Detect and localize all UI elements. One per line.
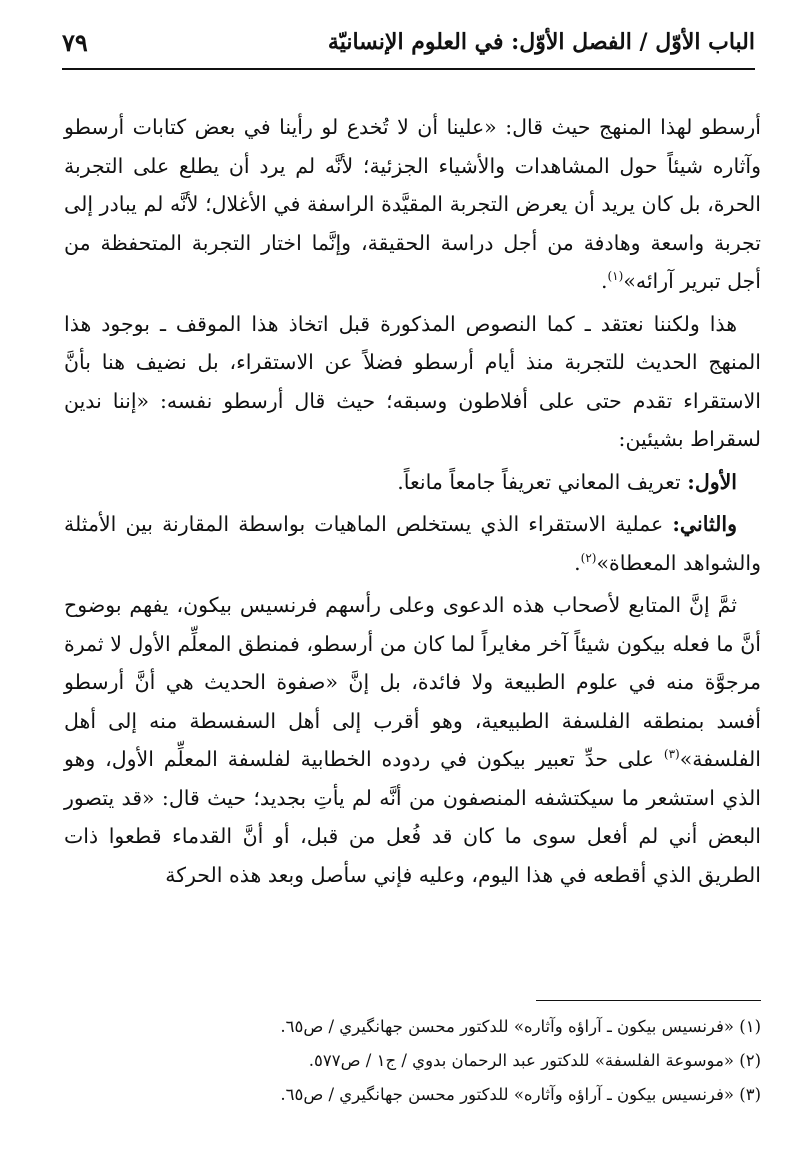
footnote-2: (٢) «موسوعة الفلسفة» للدكتور عبد الرحمان بدوي / ج١ / ص٥٧٧.	[308, 1051, 761, 1070]
list-item-second	[64, 505, 761, 582]
footnote-rule	[536, 1000, 761, 1001]
footnote-ref-3: (٣)	[663, 747, 680, 762]
list-item-first	[64, 463, 761, 502]
paragraph-1-text: أرسطو لهذا المنهج حيث قال: «علينا أن لا تُخدع لو رأينا في بعض كتابات أرسطو وآثاره شيئاً حول المشاهدات والأشياء الجزئية؛ لأنَّه لم يرد أن يطلع على التجربة الحرة، بل كان يريد أن يعرض التجربة المقيَّدة الراسفة في الأغلال؛ لأنَّه لم يبادر إلى تجربة واسعة وهادفة من أجل دراسة الحقيقة، وإنَّما اختار التجربة المتحفظة من أجل تبرير آرائه»	[64, 115, 761, 293]
list-item-second-end: .	[574, 550, 581, 575]
paragraph-3	[64, 586, 761, 894]
list-item-second-label: والثاني:	[672, 512, 737, 536]
list-item-second-text: عملية الاستقراء الذي يستخلص الماهيات بواسطة المقارنة بين الأمثلة والشواهد المعطاة»	[64, 512, 761, 575]
list-item-first-text: تعريف المعاني تعريفاً جامعاً مانعاً.	[397, 469, 681, 494]
header-rule	[62, 68, 755, 70]
paragraph-1-end: .	[600, 269, 608, 293]
paragraph-1	[64, 108, 761, 301]
paragraph-3-text: ثمَّ إنَّ المتابع لأصحاب هذه الدعوى وعلى رأسهم فرنسيس بيكون، يفهم بوضوح أنَّ ما فعله بيكون شيئاً آخر مغايراً لما كان من أرسطو، فمنطق المعلِّم الأول لا ثمرة مرجوَّة منه في علوم الطبيعة ولا فائدة، بل إنَّ «صفوة الحديث هي أنَّ أرسطو أفسد بمنطقه الفلسفة الطبيعية، وهو أقرب إلى أهل السفسطة منه إلى أهل الفلسفة»	[64, 593, 761, 771]
paragraph-3-continuation: على حدِّ تعبير بيكون في ردوده الخطابية لفلسفة المعلِّم الأول، وهو الذي استشعر ما سيكتشفه المنصفون من أنَّه لم يأتِ بجديد؛ حيث قال: «قد يتصور البعض أني لم أفعل سوى ما كان قد فُعل من قبل، أو أنَّ القدماء قطعوا ذات الطريق الذي أقطعه في هذا اليوم، وعليه فإني سأصل وبعد هذه الحركة	[64, 747, 761, 887]
footnote-3: (٣) «فرنسيس بيكون ـ آراؤه وآثاره» للدكتور محسن جهانگيري / ص٦٥.	[280, 1085, 761, 1104]
footnotes	[64, 1010, 761, 1112]
paragraph-2	[64, 305, 761, 459]
paragraph-2-text: هذا ولكننا نعتقد ـ كما النصوص المذكورة قبل اتخاذ هذا الموقف ـ بوجود هذا المنهج الحديث للتجربة منذ أيام أرسطو فضلاً عن الاستقراء، بل نضيف هنا بأنَّ الاستقراء تقدم حتى على أفلاطون وسبقه؛ حيث قال أرسطو نفسه: «إننا ندين لسقراط بشيئين:	[64, 311, 761, 451]
footnote-ref-1: (١)	[607, 269, 624, 284]
footnote-1: (١) «فرنسيس بيكون ـ آراؤه وآثاره» للدكتور محسن جهانگيري / ص٦٥.	[280, 1017, 761, 1036]
page-number: ٧٩	[62, 27, 88, 57]
body-text	[64, 108, 761, 898]
page-header	[62, 22, 755, 62]
footnote-ref-2: (٢)	[580, 550, 597, 565]
list-item-first-label: الأول:	[687, 469, 737, 494]
running-head: الباب الأوّل / الفصل الأوّل: في العلوم الإنسانيّة	[327, 29, 755, 55]
